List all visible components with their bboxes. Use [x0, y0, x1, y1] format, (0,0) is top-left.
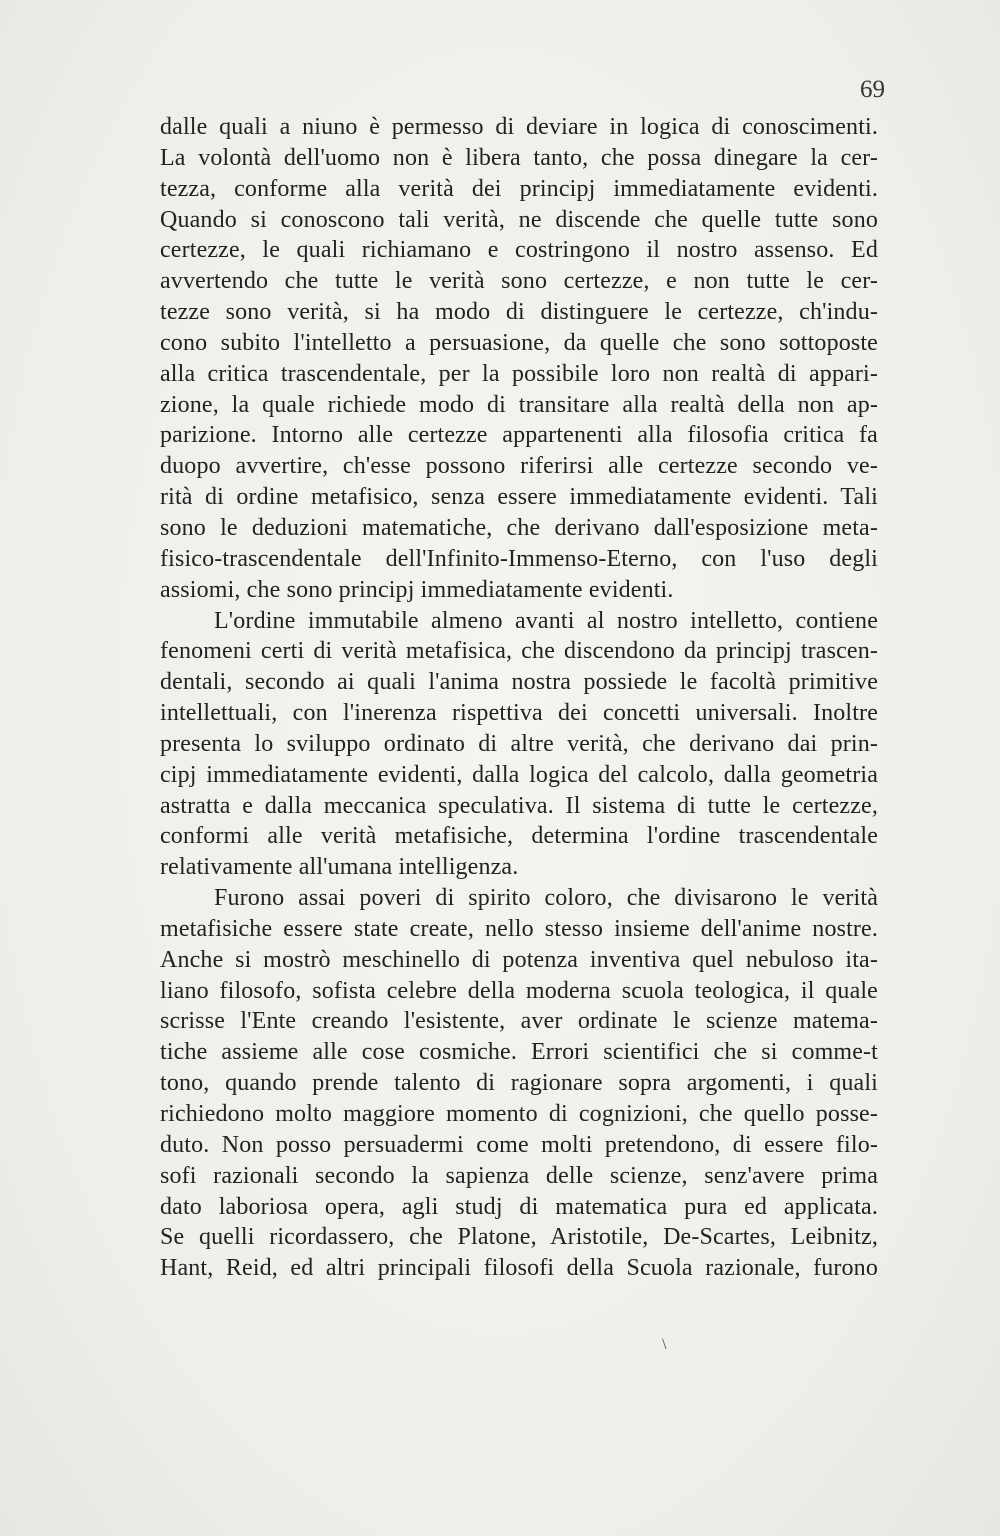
text-line: fisico-trascendentale dell'Infinito-Immenso-Eterno, con l'uso degli [160, 545, 878, 572]
text-line: Hant, Reid, ed altri principali filosofi della Scuola razionale, furono [160, 1255, 878, 1282]
text-line: metafisiche essere state create, nello stesso insieme dell'anime nostre. [160, 915, 878, 942]
text-line: dalle quali a niuno è permesso di deviare in logica di conoscimenti. [160, 114, 878, 140]
text-line: Anche si mostrò meschinello di potenza inventiva quel nebuloso ita- [160, 946, 878, 973]
text-line: astratta e dalla meccanica speculativa. Il sistema di tutte le certezze, [160, 792, 878, 819]
text-line: sono le deduzioni matematiche, che derivano dall'esposizione meta- [160, 514, 878, 541]
text-line: conformi alle verità metafisiche, determina l'ordine trascendentale [160, 823, 878, 850]
text-line: intellettuali, con l'inerenza rispettiva dei concetti universali. Inoltre [160, 700, 878, 727]
text-line: duopo avvertire, ch'esse possono riferirsi alle certezze secondo ve- [160, 453, 878, 480]
text-line: richiedono molto maggiore momento di cognizioni, che quello posse- [160, 1101, 878, 1127]
text-line: sofi razionali secondo la sapienza delle scienze, senz'avere prima [160, 1162, 878, 1189]
text-line: tezze sono verità, si ha modo di distinguere le certezze, ch'indu- [160, 299, 878, 326]
page-number: 69 [860, 76, 885, 103]
text-line: Furono assai poveri di spirito coloro, che divisarono le verità [214, 885, 878, 912]
text-line: fenomeni certi di verità metafisica, che discendono da principj trascen- [160, 638, 878, 665]
paragraph-1 [160, 112, 878, 606]
text-line: dentali, secondo ai quali l'anima nostra possiede le facoltà primitive [160, 669, 878, 696]
text-line: avvertendo che tutte le verità sono certezze, e non tutte le cer- [160, 268, 878, 295]
text-line: zione, la quale richiede modo di transitare alla realtà della non ap- [160, 391, 878, 418]
body-text [160, 112, 878, 1284]
text-line: relativamente all'umana intelligenza. [160, 854, 519, 881]
text-line: Se quelli ricordassero, che Platone, Aristotile, De-Scartes, Leibnitz, [160, 1224, 878, 1251]
printer-mark: \ [662, 1336, 667, 1353]
paragraph-2 [160, 606, 878, 884]
paragraph-3 [160, 883, 878, 1284]
text-line: parizione. Intorno alle certezze appartenenti alla filosofia critica fa [160, 422, 878, 449]
text-line: duto. Non posso persuadermi come molti pretendono, di essere filo- [160, 1131, 878, 1158]
text-line: scrisse l'Ente creando l'esistente, aver ordinate le scienze matema- [160, 1008, 878, 1035]
text-line: L'ordine immutabile almeno avanti al nostro intelletto, contiene [214, 607, 878, 634]
text-line: dato laboriosa opera, agli studj di matematica pura ed applicata. [160, 1193, 878, 1220]
text-line: cono subito l'intelletto a persuasione, da quelle che sono sottoposte [160, 329, 878, 356]
text-line: Quando si conoscono tali verità, ne discende che quelle tutte sono [160, 206, 878, 233]
text-line: tono, quando prende talento di ragionare sopra argomenti, i quali [160, 1070, 878, 1097]
text-line: cipj immediatamente evidenti, dalla logica del calcolo, dalla geometria [160, 761, 878, 788]
text-line: liano filosofo, sofista celebre della moderna scuola teologica, il quale [160, 977, 878, 1004]
text-line: presenta lo sviluppo ordinato di altre verità, che derivano dai prin- [160, 730, 878, 757]
text-line: tezza, conforme alla verità dei principj immediatamente evidenti. [160, 175, 878, 202]
text-line: rità di ordine metafisico, senza essere immediatamente evidenti. Tali [160, 484, 878, 511]
text-line: assiomi, che sono principj immediatamente evidenti. [160, 576, 674, 603]
text-line: certezze, le quali richiamano e costringono il nostro assenso. Ed [160, 237, 878, 264]
text-line: tiche assieme alle cose cosmiche. Errori scientifici che si comme-t [160, 1039, 878, 1066]
text-line: alla critica trascendentale, per la possibile loro non realtà di appari- [160, 360, 878, 387]
text-line: La volontà dell'uomo non è libera tanto, che possa dinegare la cer- [160, 144, 878, 171]
